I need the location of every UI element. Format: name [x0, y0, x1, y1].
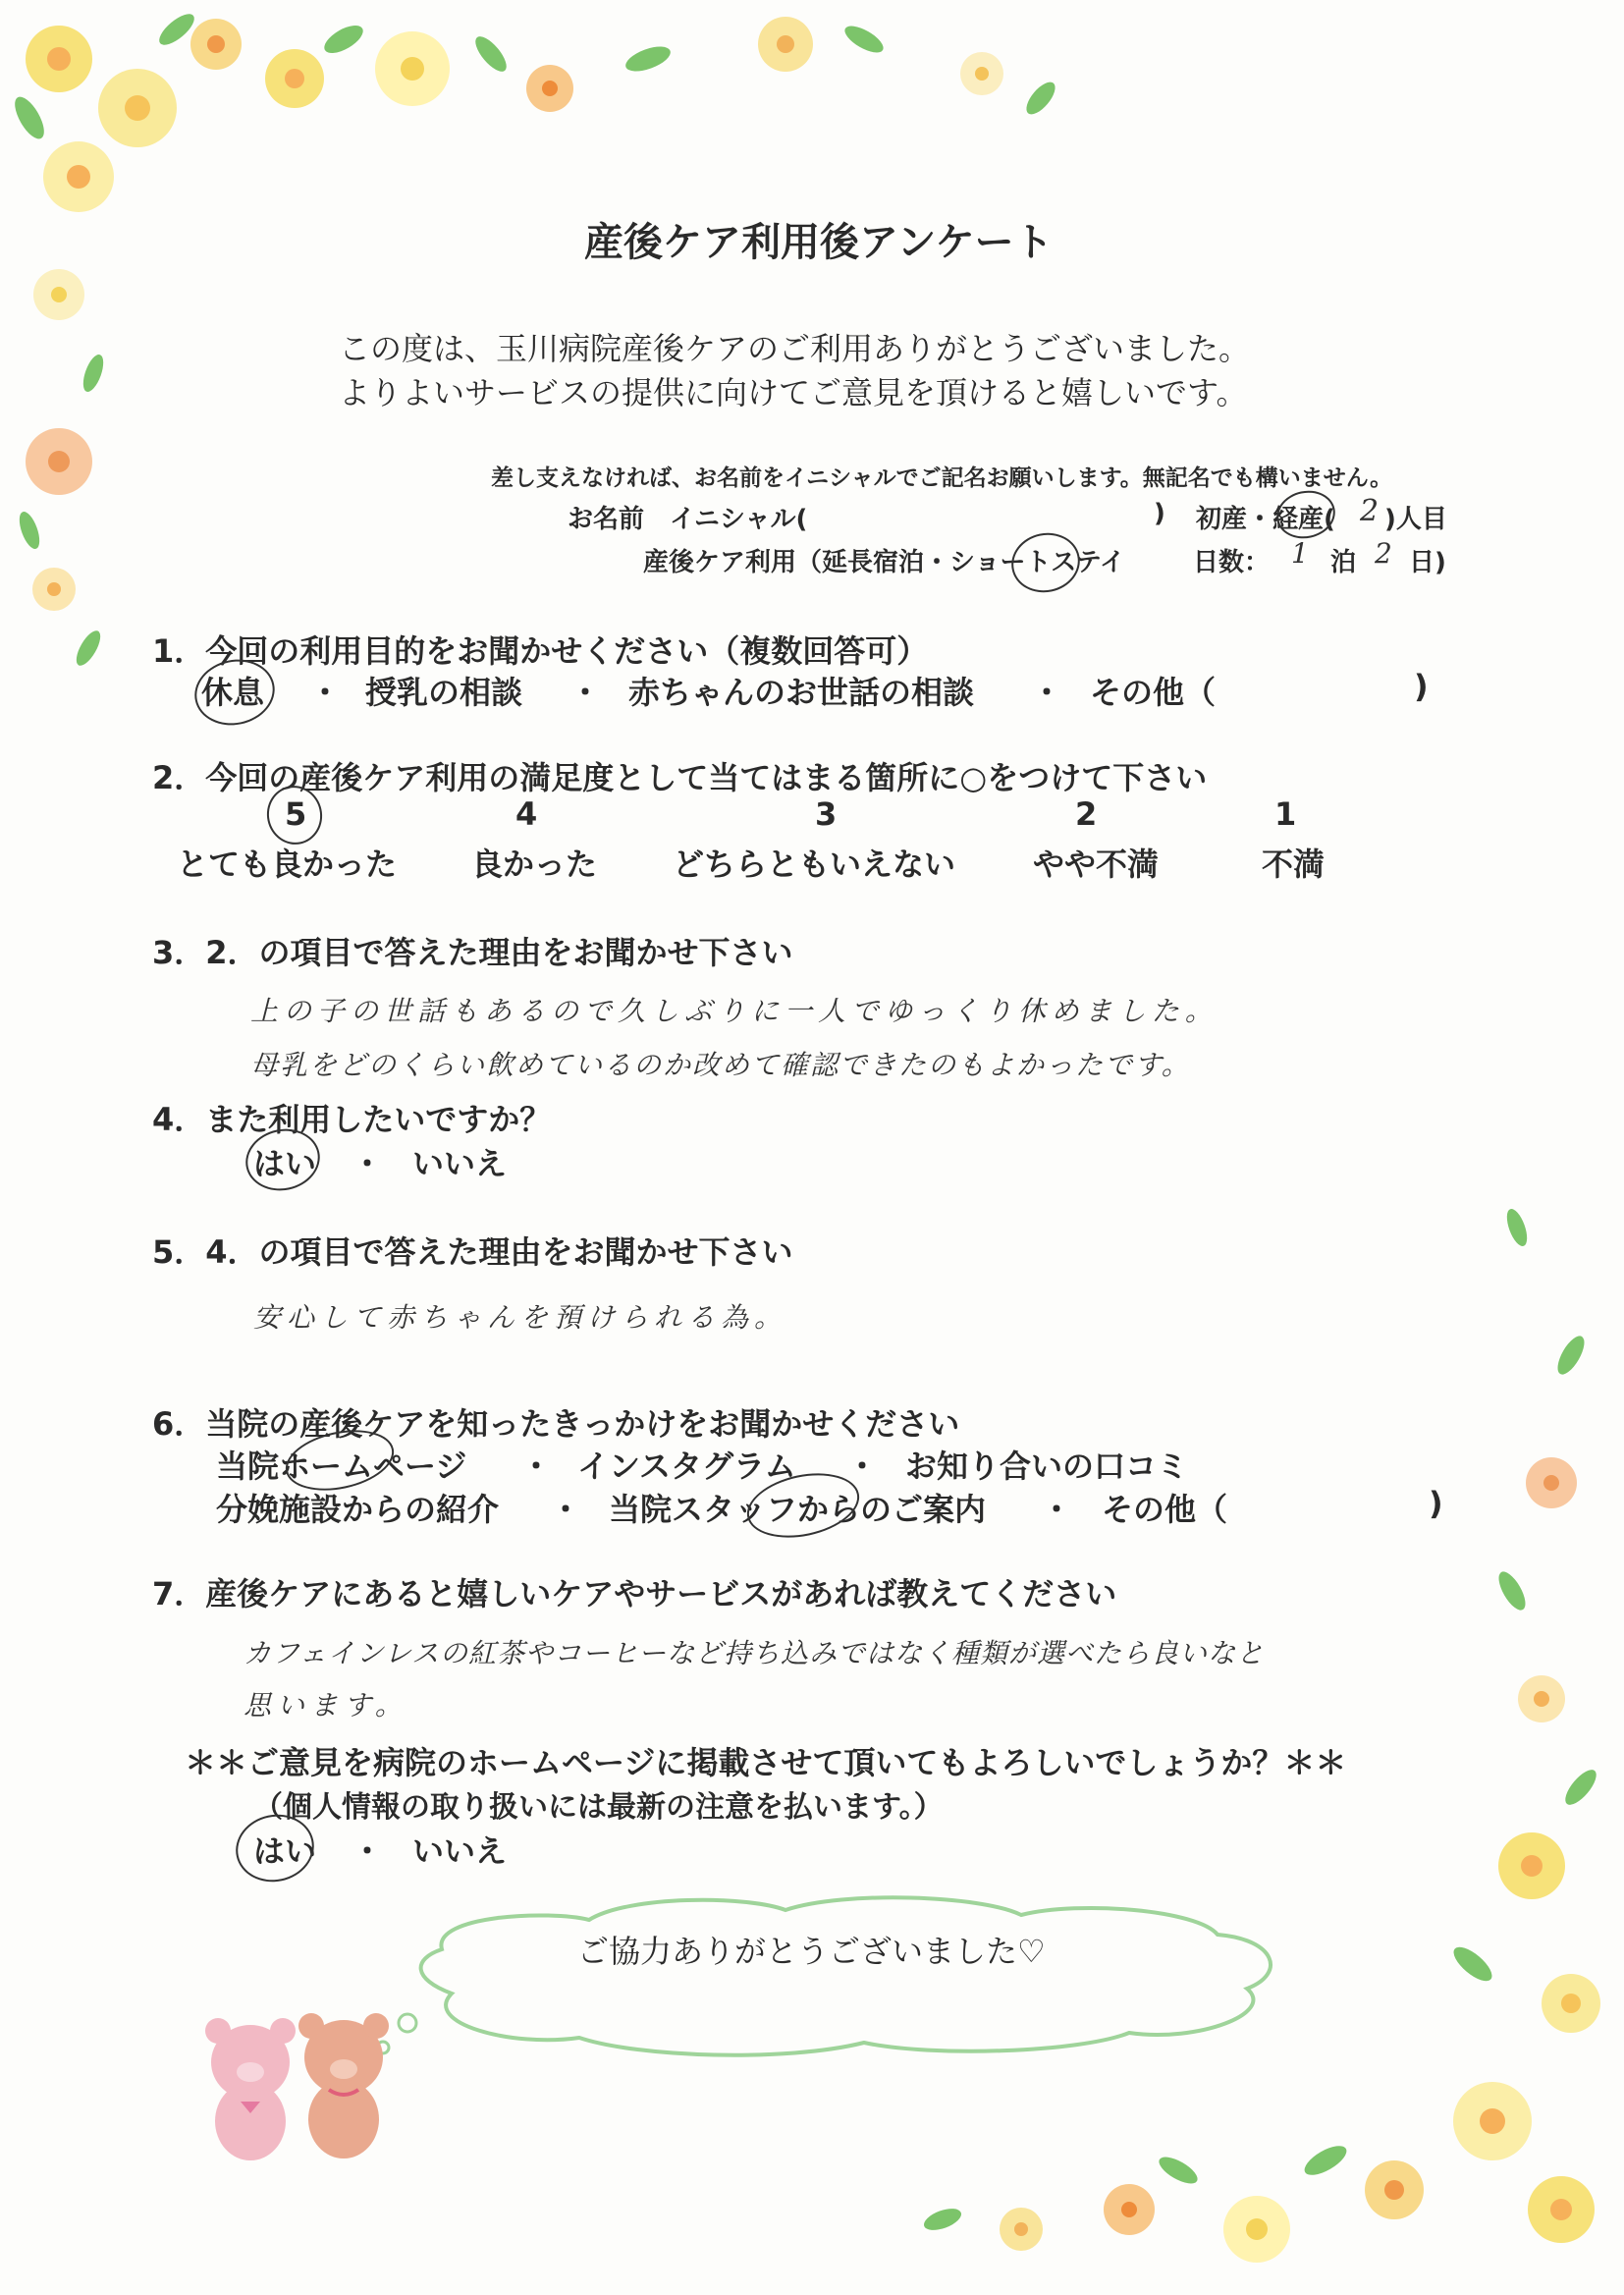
q1-option-rest: 休息: [201, 674, 265, 711]
q4-no: いいえ: [412, 1145, 508, 1182]
q3-title: 3．2．の項目で答えた理由をお聞かせ下さい: [152, 934, 793, 971]
publish-no: いいえ: [412, 1832, 508, 1870]
q6-title: 6．当院の産後ケアを知ったきっかけをお聞かせください: [152, 1405, 960, 1443]
q6-sep: ・: [520, 1448, 553, 1485]
birth-value: 2: [1360, 494, 1380, 528]
days-label: 日数：: [1193, 548, 1271, 577]
publish-yes: はい: [253, 1832, 317, 1870]
q2-scale-label: 不満: [1262, 846, 1326, 883]
q4-yes: はい: [253, 1145, 317, 1182]
q5-title: 5．4．の項目で答えた理由をお聞かせ下さい: [152, 1233, 793, 1271]
q1-sep: ・: [569, 674, 602, 711]
intro-line-2: よりよいサービスの提供に向けてご意見を頂けると嬉しいです。: [339, 374, 1248, 411]
q1-other-close: ): [1414, 668, 1429, 705]
flower-icon: [26, 17, 1003, 611]
q6-other-close: ): [1429, 1485, 1443, 1522]
q1-option-other: その他（: [1090, 674, 1217, 711]
birth-label: 初産・経産(: [1196, 505, 1335, 534]
q2-title: 2．今回の産後ケア利用の満足度として当てはまる箇所に○をつけて下さい: [152, 759, 1208, 796]
publish-note: （個人情報の取り扱いには最新の注意を払います。）: [253, 1790, 944, 1825]
q3-answer-line-2: 母乳をどのくらい飲めているのか改めて確認できたのもよかったです。: [250, 1049, 1191, 1081]
q2-scale-num: 5: [285, 795, 307, 833]
q2-scale-label: 良かった: [471, 846, 598, 883]
q7-answer-line-1: カフェインレスの紅茶やコーヒーなど持ち込みではなく種類が選べたら良いなと: [244, 1637, 1265, 1669]
q6-option-word-of-mouth: お知り合いの口コミ: [905, 1448, 1189, 1485]
q2-scale-label: やや不満: [1033, 846, 1160, 883]
q1-sep: ・: [1031, 674, 1063, 711]
q6-sep: ・: [846, 1448, 879, 1485]
thought-bubble: [421, 1897, 1271, 2054]
name-request: 差し支えなければ、お名前をイニシャルでご記名お願いします。無記名でも構いません。: [491, 465, 1393, 491]
q5-answer: 安心して赤ちゃんを預けられる為。: [253, 1301, 788, 1334]
q2-scale-label: どちらともいえない: [673, 846, 956, 883]
q6-sep: ・: [550, 1491, 582, 1528]
q7-title: 7．産後ケアにあると嬉しいケアやサービスがあれば教えてください: [152, 1575, 1117, 1612]
q1-sep: ・: [309, 674, 342, 711]
name-label: お名前 イニシャル(: [568, 505, 808, 534]
q6-option-homepage: 当院ホームページ: [216, 1448, 467, 1485]
q1-option-baby-care: 赤ちゃんのお世話の相談: [628, 674, 975, 711]
q6-option-referral: 分娩施設からの紹介: [216, 1491, 500, 1528]
q2-scale-num: 4: [515, 795, 538, 833]
leaf-icon: [921, 1206, 1601, 2234]
q6-option-other: その他（: [1102, 1491, 1228, 1528]
nights-value: 1: [1291, 537, 1309, 570]
q1-title: 1．今回の利用目的をお聞かせください（複数回答可）: [152, 632, 929, 670]
teddy-bear-icon: [205, 2018, 296, 2160]
q2-scale-label: とても良かった: [177, 846, 398, 883]
q2-scale-num: 3: [815, 795, 838, 833]
q2-scale-num: 2: [1075, 795, 1098, 833]
nights-label: 泊: [1330, 548, 1357, 577]
name-close: ): [1154, 499, 1165, 528]
publish-sep: ・: [352, 1832, 384, 1870]
days-suffix: 日): [1409, 548, 1446, 577]
q1-option-nursing: 授乳の相談: [365, 674, 523, 711]
birth-suffix: )人目: [1384, 505, 1447, 534]
q3-answer-line-1: 上の子の世話もあるので久しぶりに一人でゆっくり休めました。: [250, 995, 1218, 1027]
q2-scale-num: 1: [1274, 795, 1297, 833]
q6-option-staff: 当院スタッフからのご案内: [609, 1491, 987, 1528]
usage-label: 産後ケア利用（延長宿泊・ショートステイ: [643, 548, 1125, 577]
intro-line-1: この度は、玉川病院産後ケアのご利用ありがとうございました。: [339, 330, 1251, 367]
q4-title: 4．また利用したいですか？: [152, 1101, 552, 1138]
q6-sep: ・: [1041, 1491, 1073, 1528]
survey-title: 産後ケア利用後アンケート: [584, 220, 1054, 265]
q7-answer-line-2: 思います。: [244, 1689, 408, 1721]
thanks-message: ご協力ありがとうございました♡: [577, 1933, 1046, 1970]
publish-question: ＊＊ご意見を病院のホームページに掲載させて頂いてもよろしいでしょうか？＊＊: [185, 1744, 1347, 1781]
teddy-bear-icon: [298, 2013, 389, 2158]
q6-option-instagram: インスタグラム: [577, 1448, 796, 1485]
days-value: 2: [1375, 537, 1392, 570]
q4-sep: ・: [352, 1145, 384, 1182]
